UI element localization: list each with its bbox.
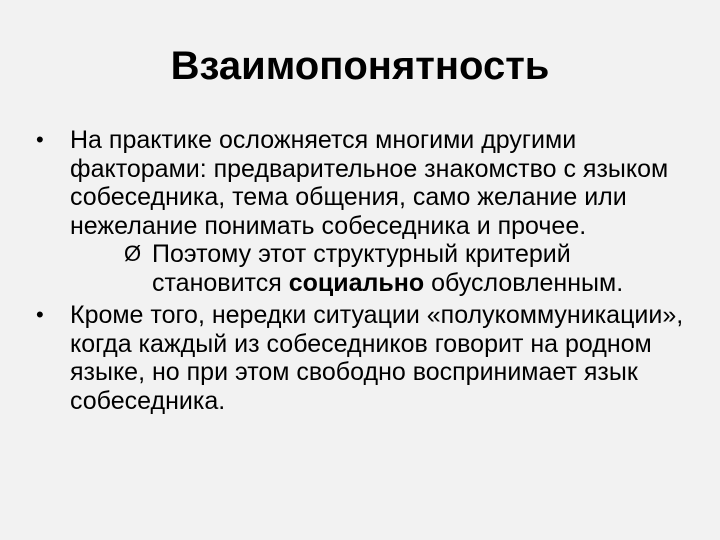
sub-text-bold: социально xyxy=(288,268,425,297)
sub-text-before: Поэтому этот структурный критерий становится xyxy=(152,240,571,297)
bullet-text-1: На практике осложняется многими другими факторами: предварительное знакомство с языком собеседника, тема общения, само желание или нежелание понимать собеседника и прочее. xyxy=(70,126,669,240)
sub-bullet xyxy=(70,240,690,297)
arrow-bullet-icon: Ø xyxy=(124,241,142,266)
bullet-item-2 xyxy=(30,301,690,415)
bullet-marker: • xyxy=(36,302,44,327)
bullet-item-1 xyxy=(30,126,690,297)
sub-text-after: обусловленным. xyxy=(424,268,624,297)
bullet-marker: • xyxy=(36,127,44,152)
bullet-list xyxy=(30,126,690,419)
bullet-text-2: Кроме того, нередки ситуации «полукоммуникации», когда каждый из собеседников говорит на родном языке, но при этом свободно воспринимает язык собеседника. xyxy=(70,301,684,415)
slide-title: Взаимопонятность xyxy=(170,44,550,88)
